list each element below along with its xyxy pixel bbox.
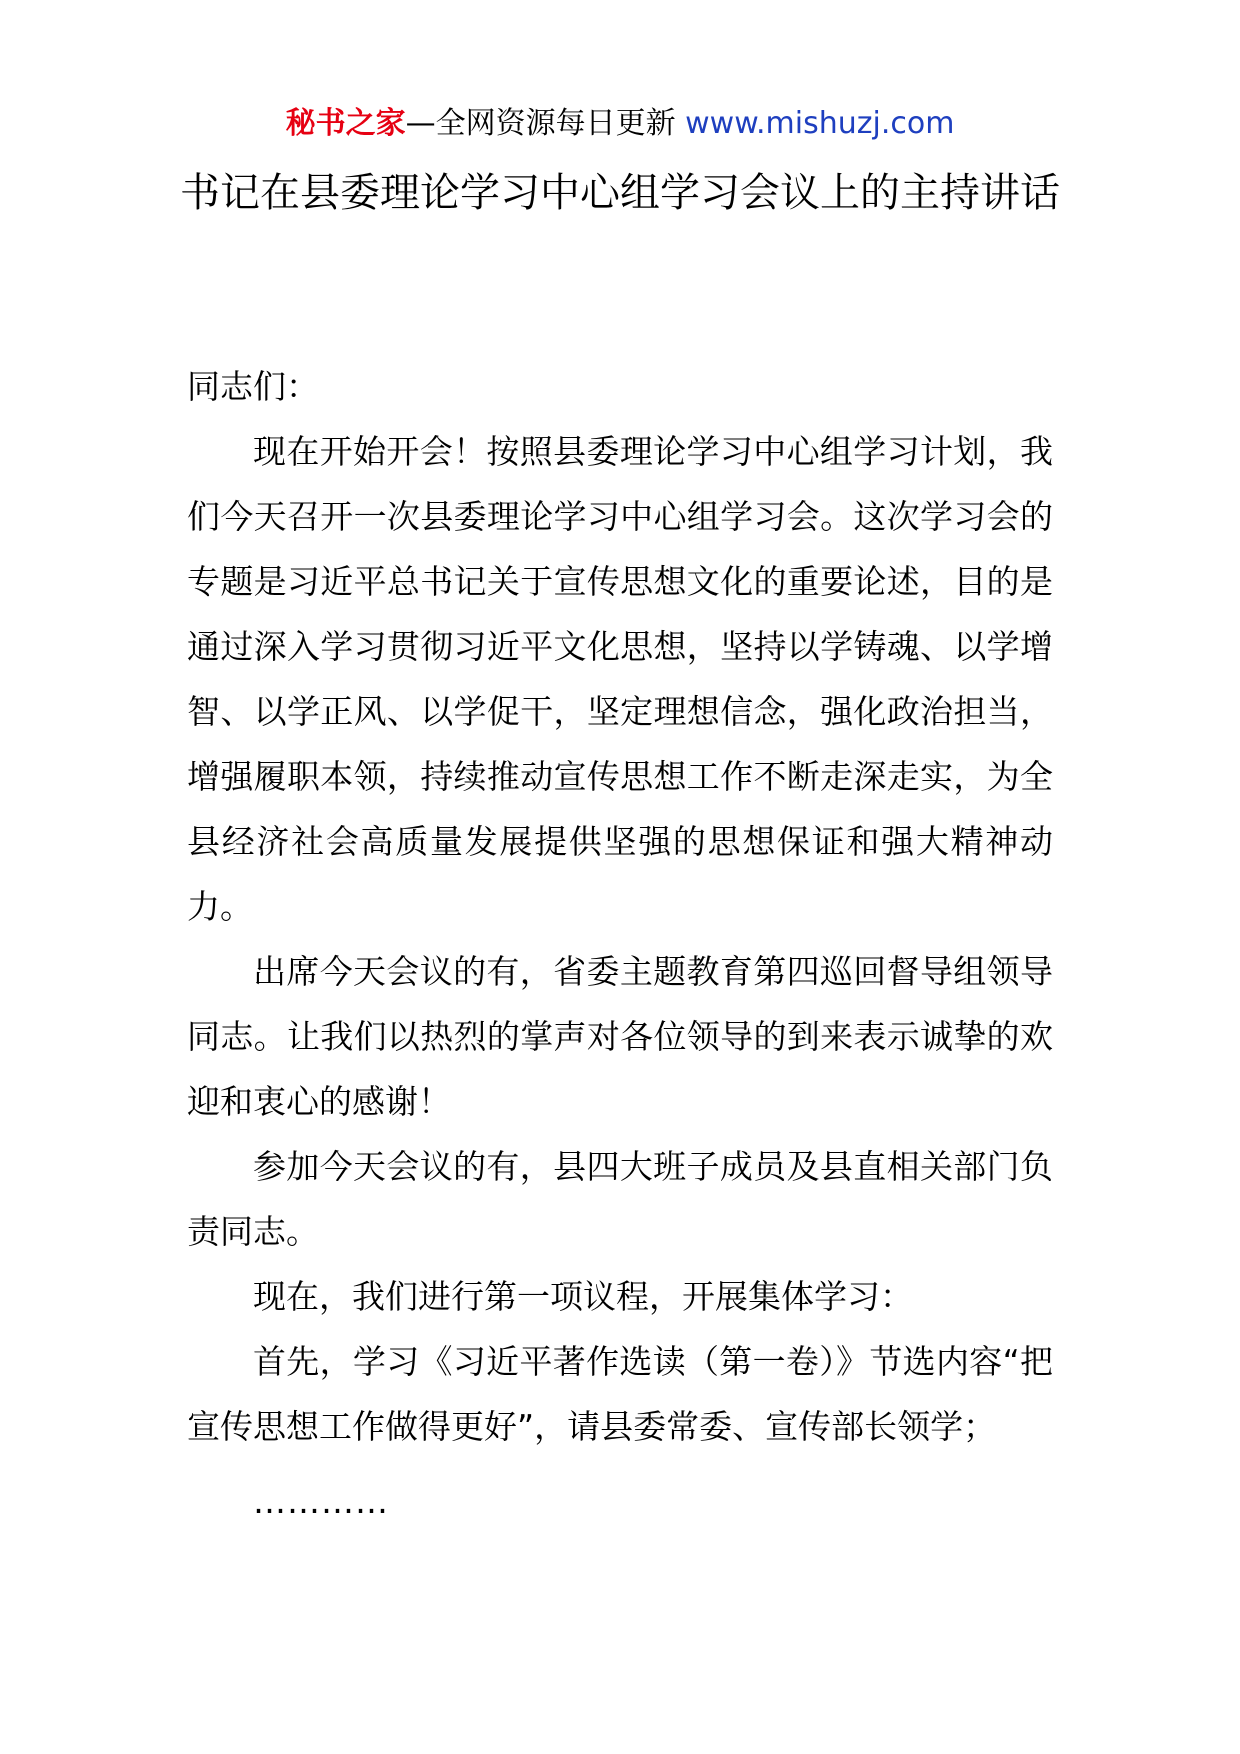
banner-site-url[interactable]: www.mishuzj.com	[685, 106, 955, 141]
document-title: 书记在县委理论学习中心组学习会议上的主持讲话	[180, 170, 1060, 216]
paragraph-attendees: 参加今天会议的有，县四大班子成员及县直相关部门负责同志。	[187, 1147, 1053, 1251]
banner-brand: 秘书之家	[285, 106, 406, 141]
ellipsis-continuation: …………	[253, 1482, 389, 1521]
paragraph-guests: 出席今天会议的有，省委主题教育第四巡回督导组领导同志。让我们以热烈的掌声对各位领导的到来表示诚挚的欢迎和衷心的感谢！	[187, 952, 1053, 1121]
paragraph-agenda: 现在，我们进行第一项议程，开展集体学习：	[253, 1277, 913, 1316]
paragraph-first-item: 首先，学习《习近平著作选读（第一卷）》节选内容“把宣传思想工作做得更好”，请县委常委、宣传部长领学；	[187, 1342, 1053, 1446]
document-body	[187, 354, 1053, 1534]
salutation: 同志们：	[187, 367, 319, 406]
site-banner	[0, 100, 1240, 148]
paragraph-opening: 现在开始开会！按照县委理论学习中心组学习计划，我们今天召开一次县委理论学习中心组学习会。这次学习会的专题是习近平总书记关于宣传思想文化的重要论述，目的是通过深入学习贯彻习近平文化思想，坚持以学铸魂、以学增智、以学正风、以学促干，坚定理想信念，强化政治担当，增强履职本领，持续推动宣传思想工作不断走深走实，为全县经济社会高质量发展提供坚强的思想保证和强大精神动力。	[187, 432, 1053, 926]
banner-tagline: —全网资源每日更新	[405, 106, 686, 141]
